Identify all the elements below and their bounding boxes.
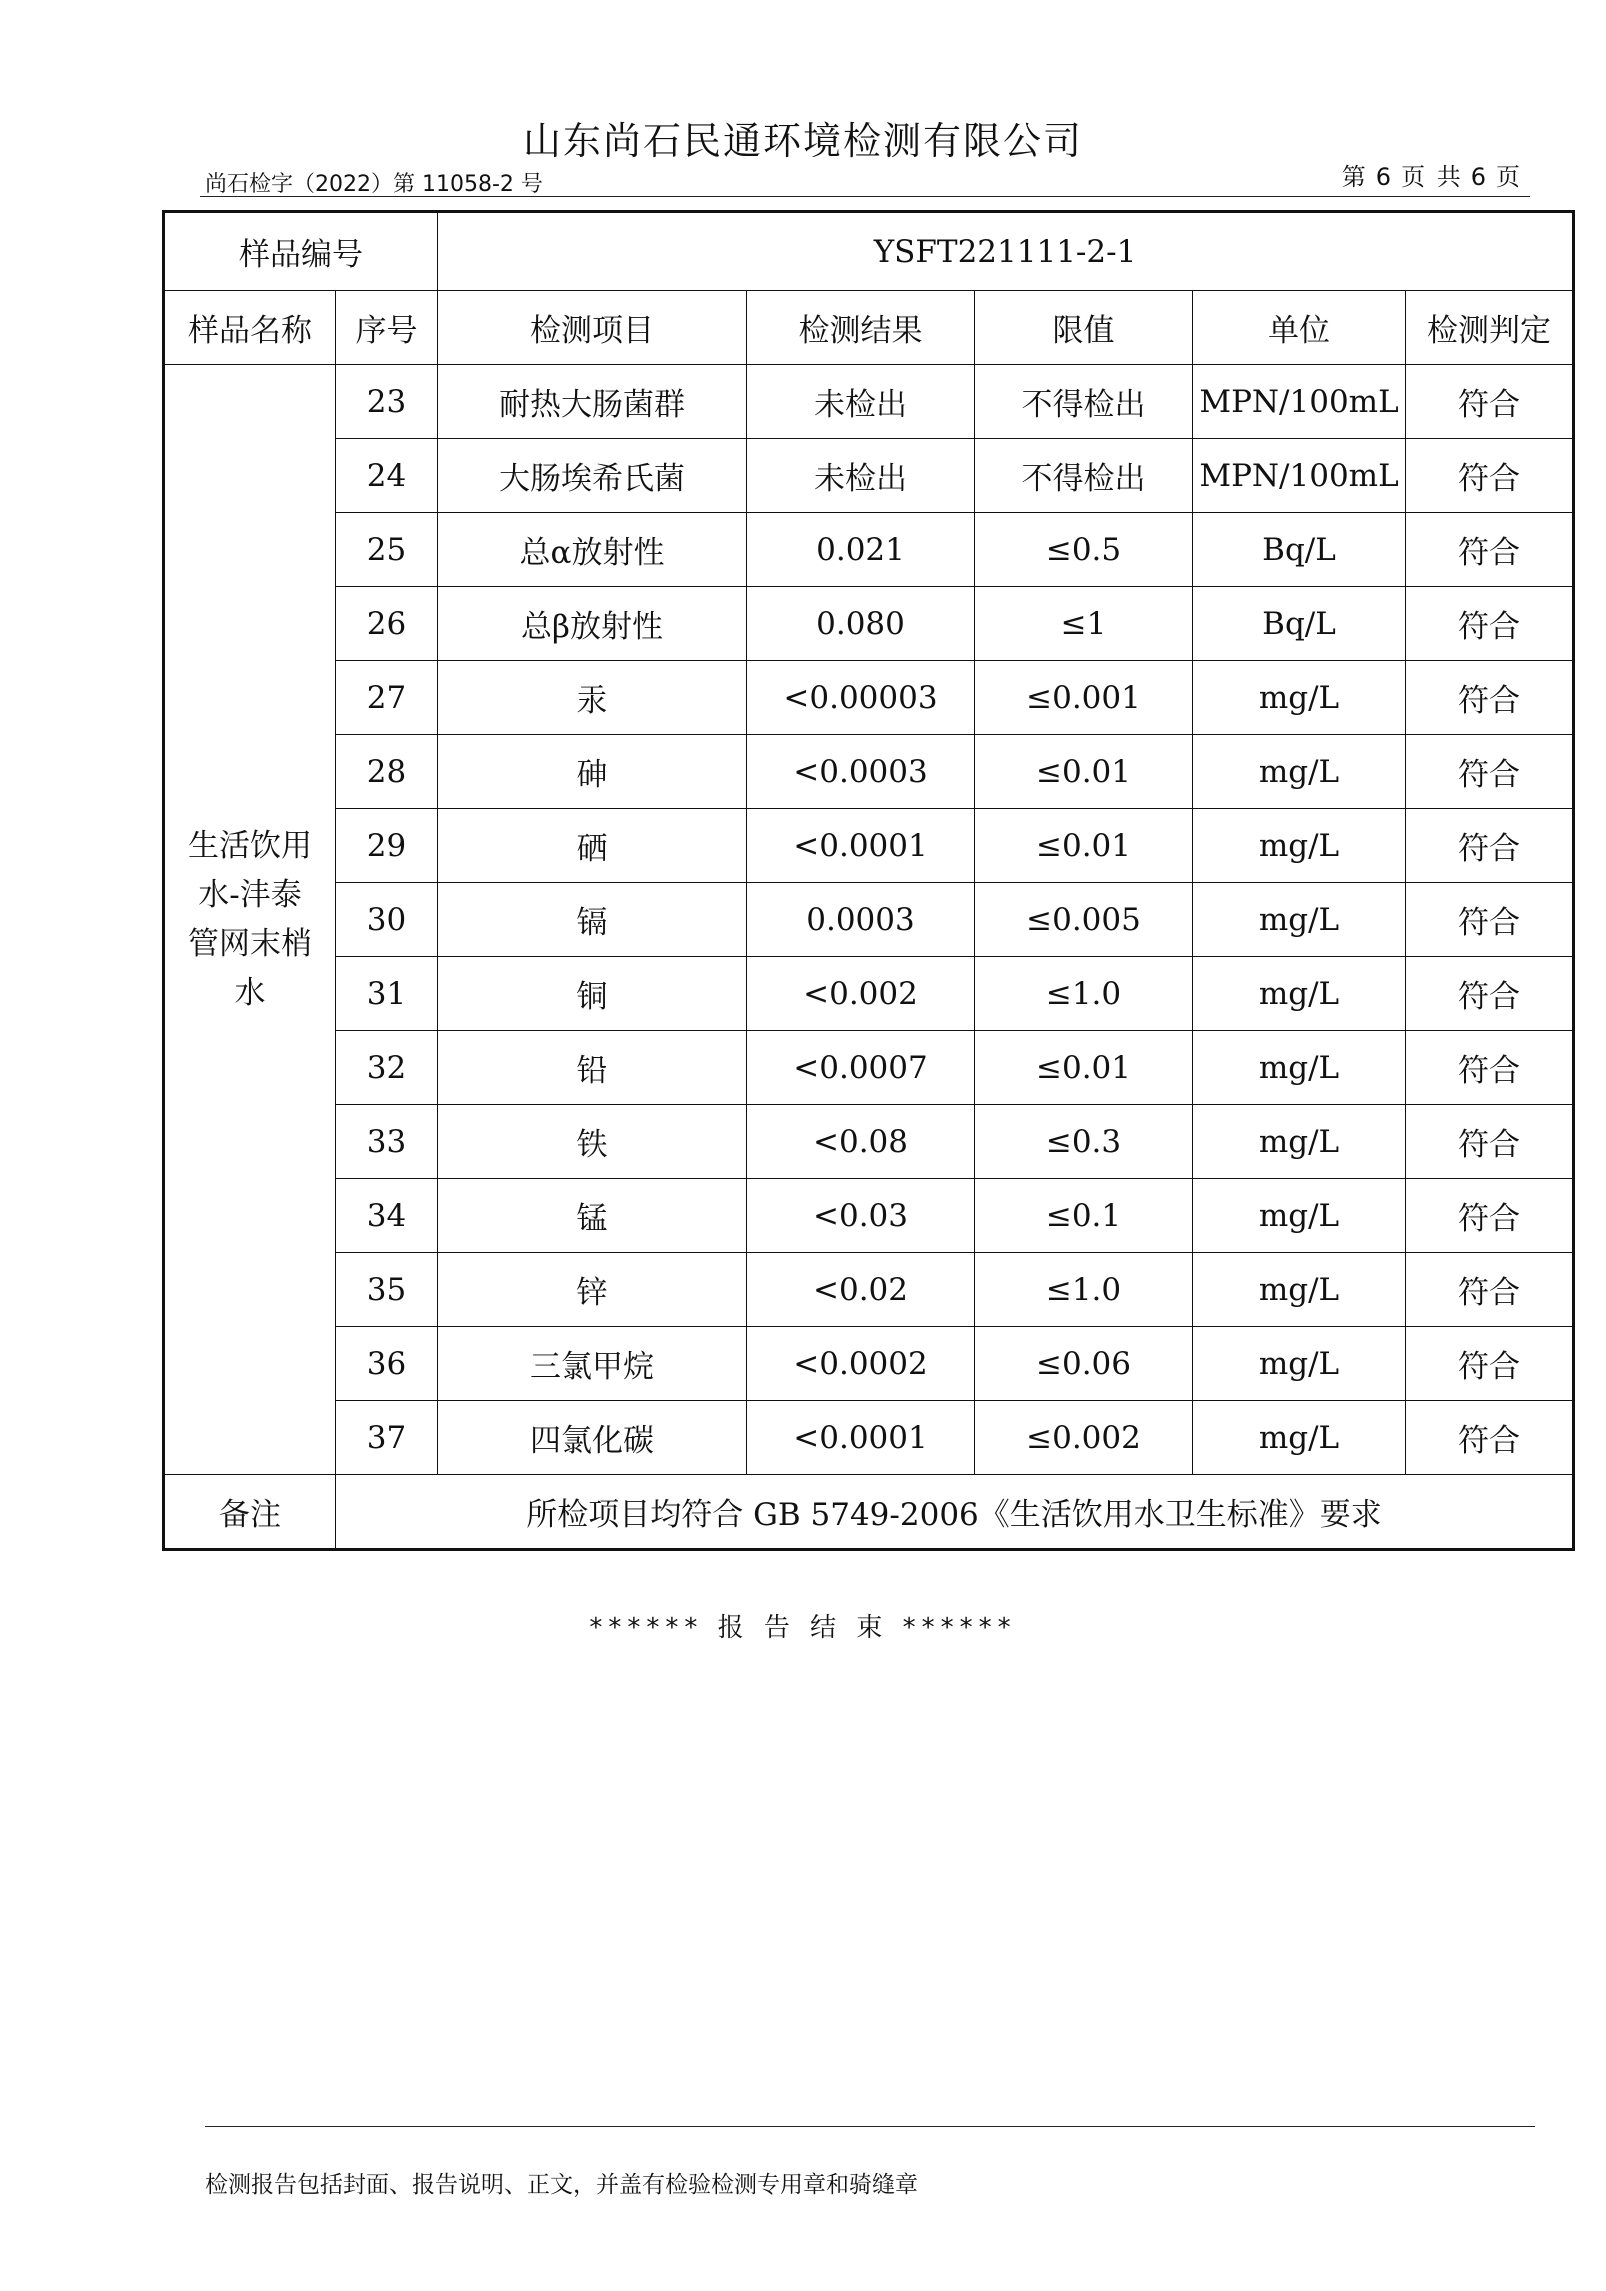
cell-judgement: 符合 [1406,1327,1574,1401]
cell-seq: 23 [336,365,438,439]
header-unit: 单位 [1193,291,1406,365]
cell-seq: 24 [336,439,438,513]
cell-limit: ≤0.01 [975,1031,1193,1105]
cell-item: 大肠埃希氏菌 [438,439,747,513]
cell-unit: mg/L [1193,735,1406,809]
cell-result: <0.0001 [747,1401,975,1475]
sample-name-line: 生活饮用 [188,827,312,864]
table-row [164,1327,1574,1401]
cell-result: <0.03 [747,1179,975,1253]
column-header-row [164,291,1574,365]
table-row [164,957,1574,1031]
cell-unit: mg/L [1193,1253,1406,1327]
cell-result: <0.08 [747,1105,975,1179]
cell-judgement: 符合 [1406,1179,1574,1253]
footer-note: 检测报告包括封面、报告说明、正文，并盖有检验检测专用章和骑缝章 [205,2172,918,2198]
sample-number-label: 样品编号 [164,212,438,291]
cell-unit: MPN/100mL [1193,439,1406,513]
cell-result: <0.00003 [747,661,975,735]
cell-judgement: 符合 [1406,1401,1574,1475]
cell-item: 三氯甲烷 [438,1327,747,1401]
cell-unit: mg/L [1193,809,1406,883]
cell-unit: Bq/L [1193,513,1406,587]
cell-item: 总β放射性 [438,587,747,661]
cell-judgement: 符合 [1406,735,1574,809]
cell-limit: ≤1.0 [975,957,1193,1031]
cell-limit: ≤0.001 [975,661,1193,735]
cell-unit: mg/L [1193,1105,1406,1179]
cell-result: 0.0003 [747,883,975,957]
cell-item: 四氯化碳 [438,1401,747,1475]
cell-seq: 30 [336,883,438,957]
cell-judgement: 符合 [1406,439,1574,513]
cell-limit: ≤0.01 [975,809,1193,883]
sample-name-cell [164,365,336,1475]
cell-result: <0.02 [747,1253,975,1327]
cell-item: 总α放射性 [438,513,747,587]
cell-judgement: 符合 [1406,883,1574,957]
cell-unit: mg/L [1193,1179,1406,1253]
cell-item: 铜 [438,957,747,1031]
cell-seq: 34 [336,1179,438,1253]
remark-text: 所检项目均符合 GB 5749-2006《生活饮用水卫生标准》要求 [336,1475,1574,1550]
page-current: 6 [1375,163,1394,191]
cell-result: <0.0002 [747,1327,975,1401]
header-sample-name: 样品名称 [164,291,336,365]
sample-name-line: 水 [234,974,266,1011]
cell-judgement: 符合 [1406,661,1574,735]
cell-unit: MPN/100mL [1193,365,1406,439]
table-row [164,1253,1574,1327]
cell-item: 砷 [438,735,747,809]
footer-divider [205,2126,1535,2127]
cell-seq: 36 [336,1327,438,1401]
cell-limit: ≤0.5 [975,513,1193,587]
cell-result: 未检出 [747,439,975,513]
cell-judgement: 符合 [1406,513,1574,587]
cell-result: <0.0007 [747,1031,975,1105]
cell-unit: mg/L [1193,1401,1406,1475]
cell-item: 锌 [438,1253,747,1327]
cell-result: <0.0003 [747,735,975,809]
cell-result: 0.080 [747,587,975,661]
cell-limit: ≤1.0 [975,1253,1193,1327]
cell-item: 锰 [438,1179,747,1253]
cell-result: <0.002 [747,957,975,1031]
cell-item: 汞 [438,661,747,735]
report-end-marker: ****** 报 告 结 束 ****** [589,1613,1017,1643]
table-row [164,1179,1574,1253]
cell-seq: 33 [336,1105,438,1179]
table-row [164,1031,1574,1105]
cell-judgement: 符合 [1406,957,1574,1031]
company-name: 山东尚石民通环境检测有限公司 [522,119,1083,163]
page-label-mid: 页 共 [1401,163,1463,191]
cell-judgement: 符合 [1406,1105,1574,1179]
remark-label: 备注 [164,1475,336,1550]
cell-limit: ≤0.01 [975,735,1193,809]
table-row [164,809,1574,883]
header-limit: 限值 [975,291,1193,365]
header-result: 检测结果 [747,291,975,365]
cell-judgement: 符合 [1406,809,1574,883]
header-divider [200,196,1530,197]
table-row [164,1105,1574,1179]
cell-seq: 25 [336,513,438,587]
cell-unit: mg/L [1193,661,1406,735]
cell-limit: ≤0.06 [975,1327,1193,1401]
cell-judgement: 符合 [1406,1253,1574,1327]
report-number: 尚石检字（2022）第 11058-2 号 [205,172,543,197]
sample-number-value: YSFT221111-2-1 [438,212,1574,291]
cell-limit: ≤1 [975,587,1193,661]
cell-result: 未检出 [747,365,975,439]
cell-limit: ≤0.3 [975,1105,1193,1179]
cell-unit: Bq/L [1193,587,1406,661]
header-item: 检测项目 [438,291,747,365]
cell-result: <0.0001 [747,809,975,883]
table-row [164,735,1574,809]
cell-item: 镉 [438,883,747,957]
cell-limit: 不得检出 [975,365,1193,439]
cell-item: 铅 [438,1031,747,1105]
header-seq: 序号 [336,291,438,365]
sample-number-row [164,212,1574,291]
cell-result: 0.021 [747,513,975,587]
cell-unit: mg/L [1193,1031,1406,1105]
cell-limit: ≤0.1 [975,1179,1193,1253]
cell-unit: mg/L [1193,957,1406,1031]
cell-judgement: 符合 [1406,1031,1574,1105]
page-label-prefix: 第 [1341,163,1368,191]
cell-limit: 不得检出 [975,439,1193,513]
table-row [164,661,1574,735]
cell-seq: 29 [336,809,438,883]
cell-seq: 37 [336,1401,438,1475]
cell-item: 铁 [438,1105,747,1179]
cell-unit: mg/L [1193,883,1406,957]
cell-item: 耐热大肠菌群 [438,365,747,439]
header-judgement: 检测判定 [1406,291,1574,365]
table-row [164,587,1574,661]
table-row [164,883,1574,957]
cell-seq: 31 [336,957,438,1031]
table-row [164,365,1574,439]
cell-judgement: 符合 [1406,365,1574,439]
cell-seq: 27 [336,661,438,735]
cell-limit: ≤0.005 [975,883,1193,957]
page-total: 6 [1470,163,1488,191]
table-row [164,439,1574,513]
sample-name-line: 水-沣泰 [198,876,302,913]
cell-item: 硒 [438,809,747,883]
cell-seq: 35 [336,1253,438,1327]
cell-seq: 32 [336,1031,438,1105]
cell-limit: ≤0.002 [975,1401,1193,1475]
table-row [164,1401,1574,1475]
cell-seq: 26 [336,587,438,661]
cell-judgement: 符合 [1406,587,1574,661]
page-label-suffix: 页 [1496,163,1522,191]
test-results-table [162,210,1575,1551]
cell-seq: 28 [336,735,438,809]
sample-name-line: 管网末梢 [188,925,312,962]
page-indicator [1338,157,1526,192]
cell-unit: mg/L [1193,1327,1406,1401]
remark-row [164,1475,1574,1550]
table-row [164,513,1574,587]
